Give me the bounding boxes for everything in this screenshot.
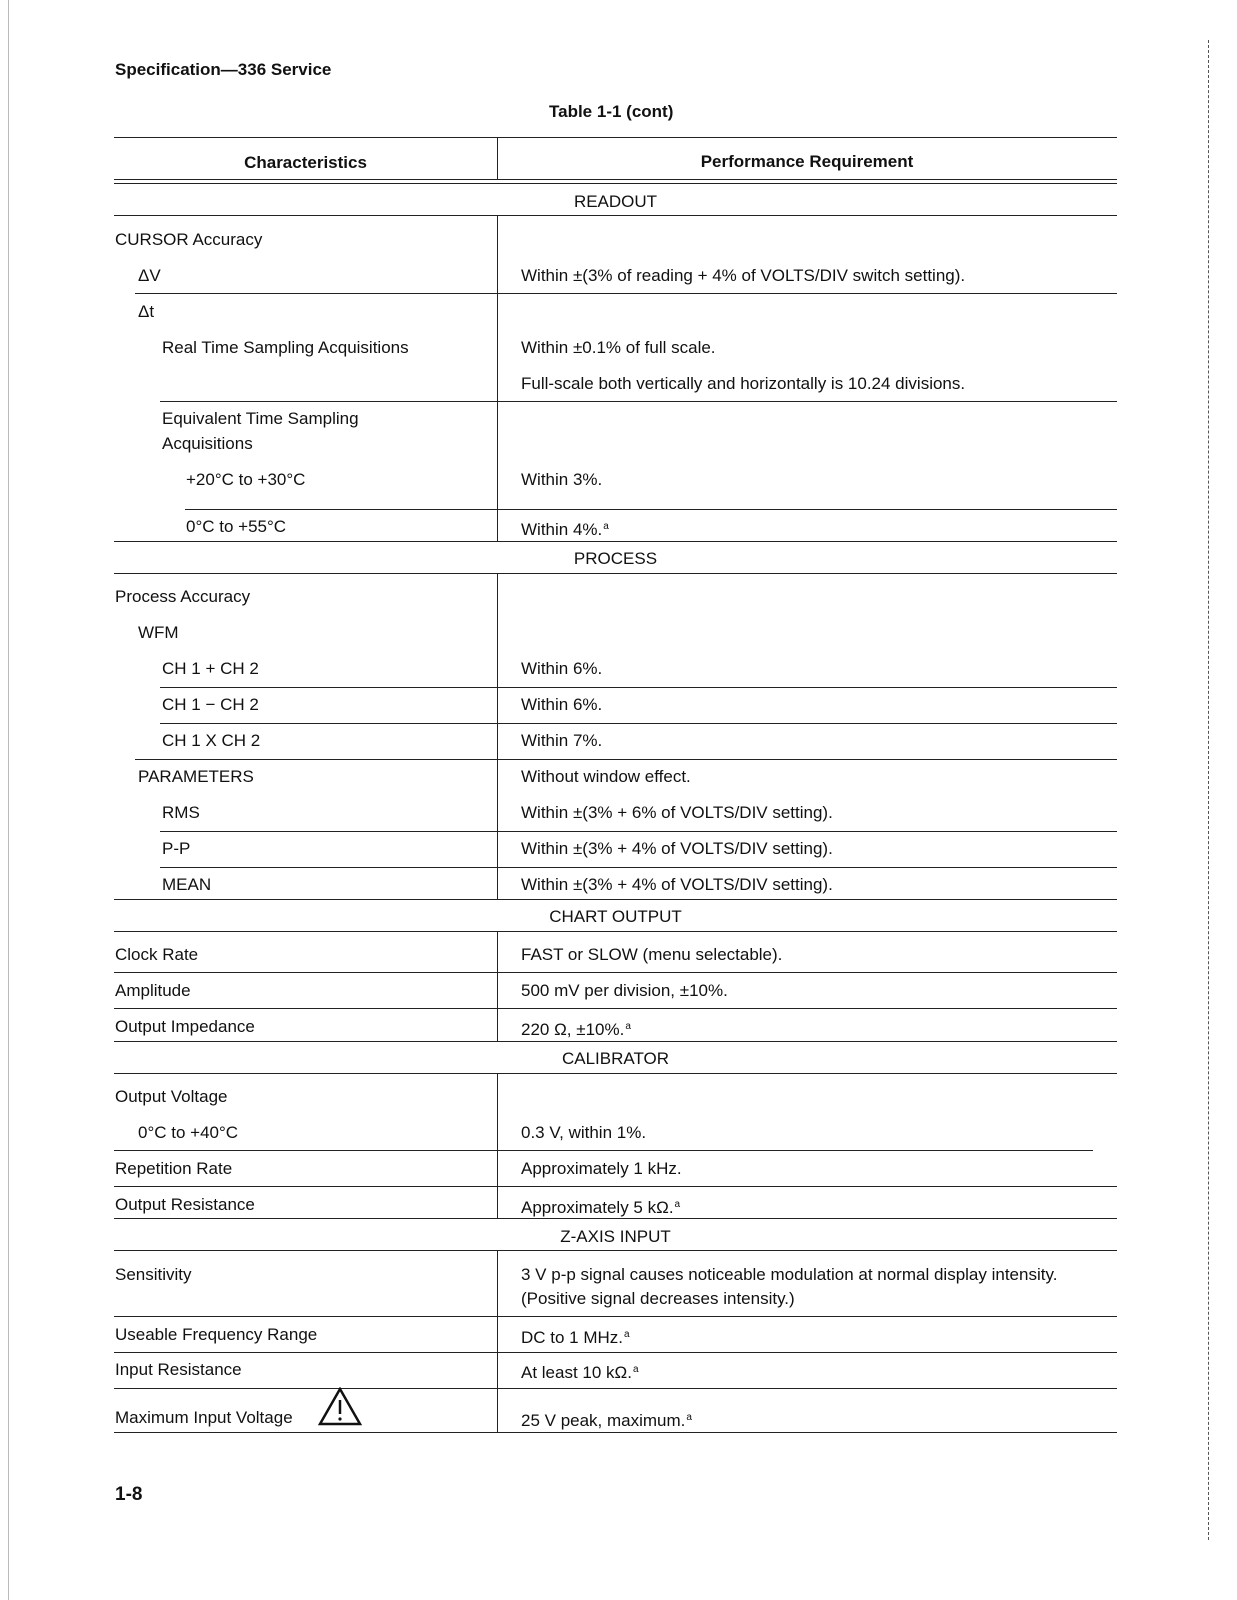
column-divider	[497, 215, 498, 541]
row-label: ΔV	[138, 266, 161, 285]
row-value: Within ±(3% + 6% of VOLTS/DIV setting).	[521, 803, 833, 822]
page-number: 1-8	[115, 1484, 143, 1505]
section-title-z-axis-input: Z-AXIS INPUT	[560, 1227, 671, 1246]
column-divider	[497, 931, 498, 1041]
row-value: 3 V p-p signal causes noticeable modulation at normal display intensity.	[521, 1265, 1058, 1284]
rule	[114, 1432, 1117, 1433]
rule	[135, 293, 1117, 294]
row-label: P-P	[162, 839, 191, 858]
rule	[114, 931, 1117, 932]
row-label: PARAMETERS	[138, 767, 254, 786]
rule	[160, 401, 1117, 402]
running-title: Specification—336 Service	[115, 60, 332, 79]
row-value: Within 6%.	[521, 695, 603, 714]
rule	[114, 183, 1117, 184]
row-value: Within 4%.$^a$	[521, 520, 609, 539]
row-label: Process Accuracy	[115, 587, 251, 606]
table-title: Table 1-1 (cont)	[549, 102, 674, 121]
rule	[160, 831, 1117, 832]
rule	[114, 899, 1117, 900]
row-label: CH 1 X CH 2	[162, 731, 261, 750]
row-label: Amplitude	[115, 981, 191, 1000]
row-label: Repetition Rate	[115, 1159, 233, 1178]
row-label: WFM	[138, 623, 179, 642]
row-label: CH 1 + CH 2	[162, 659, 259, 678]
warning-triangle-icon	[318, 1387, 362, 1427]
row-value: Approximately 1 kHz.	[521, 1159, 682, 1178]
rule	[114, 1352, 1117, 1353]
section-title-calibrator: CALIBRATOR	[561, 1049, 670, 1068]
row-label: CURSOR Accuracy	[115, 230, 263, 249]
row-value: 220 Ω, ±10%.$^a$	[521, 1020, 631, 1039]
row-label: MEAN	[162, 875, 212, 894]
row-value: Within ±0.1% of full scale.	[521, 338, 716, 357]
rule	[114, 1316, 1117, 1317]
rule	[114, 215, 1117, 216]
row-label: Input Resistance	[115, 1360, 242, 1379]
row-label: Acquisitions	[162, 434, 253, 453]
rule	[114, 179, 1117, 180]
row-value: 0.3 V, within 1%.	[521, 1123, 647, 1142]
scan-edge-right	[1208, 40, 1209, 1540]
rule	[160, 723, 1117, 724]
footnote-marker: a	[625, 1021, 631, 1032]
row-label: Maximum Input Voltage	[115, 1408, 293, 1427]
row-label: Clock Rate	[115, 945, 199, 964]
footnote-marker: a	[603, 521, 609, 532]
rule	[114, 541, 1117, 542]
row-label: Output Resistance	[115, 1195, 255, 1214]
row-value: (Positive signal decreases intensity.)	[521, 1289, 795, 1308]
scan-edge-left	[8, 0, 9, 1600]
row-value: Without window effect.	[521, 767, 691, 786]
section-title-chart-output: CHART OUTPUT	[549, 907, 682, 926]
row-label: Output Voltage	[115, 1087, 228, 1106]
rule	[114, 972, 1117, 973]
column-header-performance: Performance Requirement	[700, 152, 914, 171]
row-value: 500 mV per division, ±10%.	[521, 981, 728, 1000]
row-value: At least 10 kΩ.$^a$	[521, 1363, 639, 1382]
rule	[135, 759, 1117, 760]
footnote-marker: a	[674, 1199, 681, 1210]
rule	[185, 509, 1117, 510]
row-value: 25 V peak, maximum.$^a$	[521, 1411, 692, 1430]
row-label: Useable Frequency Range	[115, 1325, 318, 1344]
row-label: Δt	[138, 302, 155, 321]
rule	[114, 1186, 1117, 1187]
rule	[114, 1388, 1117, 1389]
row-label: +20°C to +30°C	[186, 470, 306, 489]
row-value: Within 6%.	[521, 659, 603, 678]
footnote-marker: a	[686, 1412, 692, 1423]
row-value: Within ±(3% + 4% of VOLTS/DIV setting).	[521, 875, 833, 894]
rule	[114, 137, 1117, 138]
rule	[114, 1218, 1117, 1219]
row-value: Within ±(3% of reading + 4% of VOLTS/DIV switch setting).	[521, 266, 966, 285]
rule	[114, 1008, 1117, 1009]
rule	[114, 1150, 1093, 1151]
rule	[114, 1073, 1117, 1074]
rule	[160, 687, 1117, 688]
row-label: Equivalent Time Sampling	[162, 409, 359, 428]
column-divider	[497, 573, 498, 899]
row-label: Real Time Sampling Acquisitions	[162, 338, 409, 357]
rule	[114, 1041, 1117, 1042]
row-value: FAST or SLOW (menu selectable).	[521, 945, 783, 964]
rule	[114, 573, 1117, 574]
row-label: CH 1 − CH 2	[162, 695, 259, 714]
column-divider	[497, 1250, 498, 1432]
row-label: 0°C to +55°C	[186, 517, 287, 536]
section-title-process: PROCESS	[573, 549, 658, 568]
row-label: Sensitivity	[115, 1265, 192, 1284]
row-label: Output Impedance	[115, 1017, 255, 1036]
row-value: Within 3%.	[521, 470, 603, 489]
column-divider	[497, 1073, 498, 1218]
row-value: Approximately 5 kΩ.$^a$	[521, 1198, 681, 1217]
section-title-readout: READOUT	[573, 192, 658, 211]
footnote-marker: a	[624, 1329, 630, 1340]
rule	[114, 1250, 1117, 1251]
row-label: 0°C to +40°C	[138, 1123, 239, 1142]
rule	[160, 867, 1117, 868]
row-label: RMS	[162, 803, 200, 822]
column-header-characteristics: Characteristics	[244, 153, 367, 172]
row-value: Within 7%.	[521, 731, 603, 750]
row-value: Within ±(3% + 4% of VOLTS/DIV setting).	[521, 839, 833, 858]
footnote-marker: a	[632, 1364, 639, 1375]
row-value: Full-scale both vertically and horizontally is 10.24 divisions.	[521, 374, 966, 393]
row-value: DC to 1 MHz.$^a$	[521, 1328, 630, 1347]
